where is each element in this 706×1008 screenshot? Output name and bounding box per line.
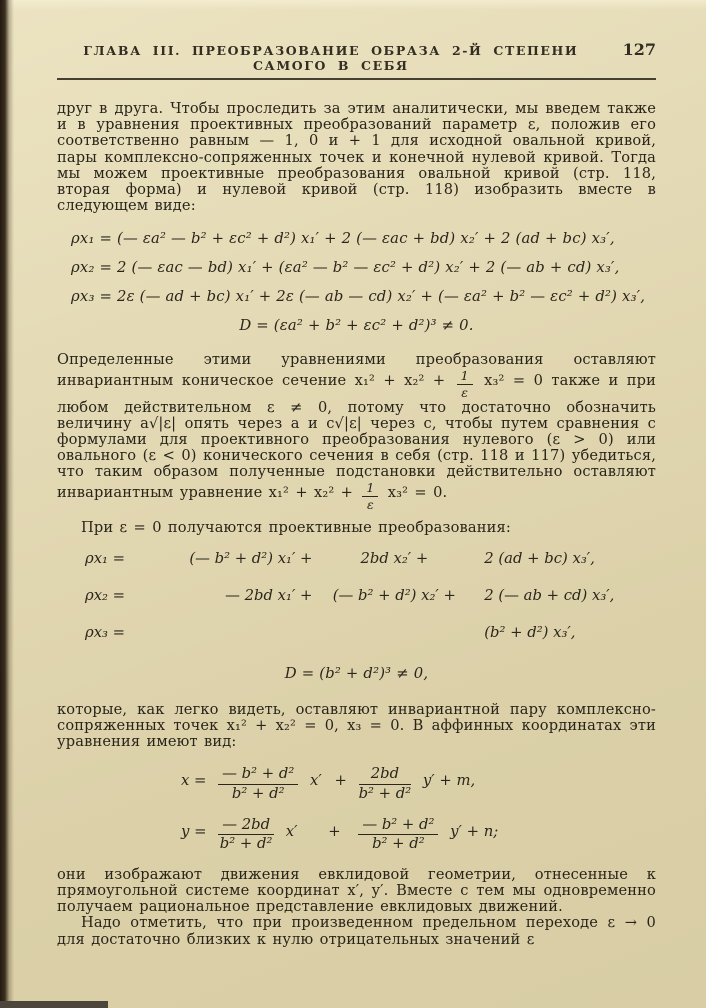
paragraph-invariant [57,352,656,511]
header-rule [57,78,656,80]
equation-row [83,624,634,661]
fraction-denominator: ε [366,496,374,512]
equation-line: ρx₃ = 2ε (— ad + bc) x₁′ + 2ε (— ab — cd) x₂′ + (— εa² + b² — εc² + d²) x₃′, [71,288,646,306]
page-gutter-shadow [0,0,14,1008]
equation-lhs: ρx₃ = [85,623,126,641]
fraction-numerator: 1 [362,481,378,497]
equation-term: 2 (ad + bc) x₃′, [484,549,595,567]
equation-row [83,550,634,587]
equation-term: (— b² + d²) x₂′ + [332,586,456,604]
equation-term [144,624,315,661]
equation-lhs: y = [181,822,207,840]
page-number: 127 [622,40,656,59]
equation-lhs: ρx₁ = [85,549,126,567]
equation-term: — 2bd x₁′ + [225,586,313,604]
paragraph-eps-zero-intro: При ε = 0 получаются проективные преобразования: [81,518,511,536]
equation-term: 2 (— ab + cd) x₃′, [484,586,615,604]
equation-row-y [177,817,656,853]
plus-sign: + [328,822,341,840]
fraction-denominator: ε [461,384,469,400]
equation-determinant: D = (b² + d²)³ ≠ 0, [284,664,429,682]
paragraph-text: x₃² = 0. [387,483,448,501]
equation-lhs: x = [181,772,207,790]
fraction-denominator: b² + d² [358,785,412,803]
equation-term: (b² + d²) x₃′, [484,623,576,641]
paragraph-text: x₃² = 0 также и при любом действительном ε ≠ 0, потому что достаточно обозначить величину a√|ε| опять через a и c√|ε| через c, чтобы путем сравнения с формулами для проективного преобразования нулевого (ε > 0) или овального (ε < 0) конического сечения в себя (стр. 118 и 117) убедиться, что таким образом полученные подстановки действительно оставляют инвариантным уравнение x₁² + x₂² + [57,371,656,501]
fraction [218,817,274,853]
page-bottom-shadow [0,1001,108,1008]
paragraph-euclid-motions: они изображают движения евклидовой геометрии, отнесенные к прямоугольной системе координат x′, y′. Вместе с тем мы одновременно получаем рациональное представление евклидовых движений. [57,865,656,916]
equation-term: x′ [285,822,298,840]
fraction [358,817,438,853]
fraction-denominator: b² + d² [219,835,273,853]
fraction-one-over-epsilon [457,369,473,400]
equation-term: x′ [310,772,322,790]
fraction-one-over-epsilon [362,481,378,512]
equation-term [314,624,474,661]
fraction-denominator: b² + d² [372,835,425,853]
equation-determinant: D = (εa² + b² + εc² + d²)³ ≠ 0. [239,317,474,335]
equation-block-eps-zero [83,550,634,661]
equation-term: y′ + m, [422,772,476,790]
equation-row [83,587,634,624]
equation-term: y′ + n; [450,822,499,840]
equation-term: 2bd x₂′ + [360,549,429,567]
paragraph-intro: друг в друга. Чтобы проследить за этим аналитически, мы введем также и в уравнения проективных преобразований параметр ε, положив его соответственно равным — 1, 0 и + 1 для исходной овальной кривой, пары комплексно-сопряженных точек и конечной нулевой кривой. Тогда мы можем проективные преобразования овальной кривой (стр. 118, вторая форма) и нулевой кривой (стр. 118) изобразить вместе в следующем виде: [57,100,656,215]
fraction-numerator: — b² + d² [358,817,438,836]
paragraph-text: Определенные этими уравнениями преобразования оставляют инвариантным коническое сечение x₁² + x₂² + [57,351,656,389]
equation-lhs: ρx₂ = [85,586,126,604]
fraction-numerator: 2bd [359,766,412,785]
equation-term: (— b² + d²) x₁′ + [189,549,313,567]
equation-row-x [177,766,656,802]
equation-block-general [57,224,656,340]
equation-line: ρx₁ = (— εa² — b² + εc² + d²) x₁′ + 2 (— εac + bd) x₂′ + 2 (ad + bc) x₃′, [71,230,615,248]
equation-line: ρx₂ = 2 (— εac — bd) x₁′ + (εa² — b² — εc² + d²) x₂′ + 2 (— ab + cd) x₃′, [71,259,620,277]
fraction [359,766,412,802]
running-header [57,40,656,73]
fraction [218,766,298,802]
chapter-title: ГЛАВА III. ПРЕОБРАЗОВАНИЕ ОБРАЗА 2-Й СТЕПЕНИ САМОГО В СЕБЯ [83,43,579,73]
fraction-numerator: — 2bd [218,817,274,836]
fraction-numerator: 1 [457,369,473,385]
equation-block-affine [177,766,656,852]
paragraph-affine-intro: которые, как легко видеть, оставляют инвариантной пару комплексно-сопряженных точек x₁² + x₂² = 0, x₃ = 0. В аффинных координатах эти уравнения имеют вид: [57,700,656,751]
plus-sign: + [334,772,347,790]
paragraph-limit-note: Надо отметить, что при произведенном предельном переходе ε → 0 для достаточно близких к нулю отрицательных значений ε [57,914,656,948]
fraction-denominator: b² + d² [231,785,285,803]
fraction-numerator: — b² + d² [218,766,298,785]
